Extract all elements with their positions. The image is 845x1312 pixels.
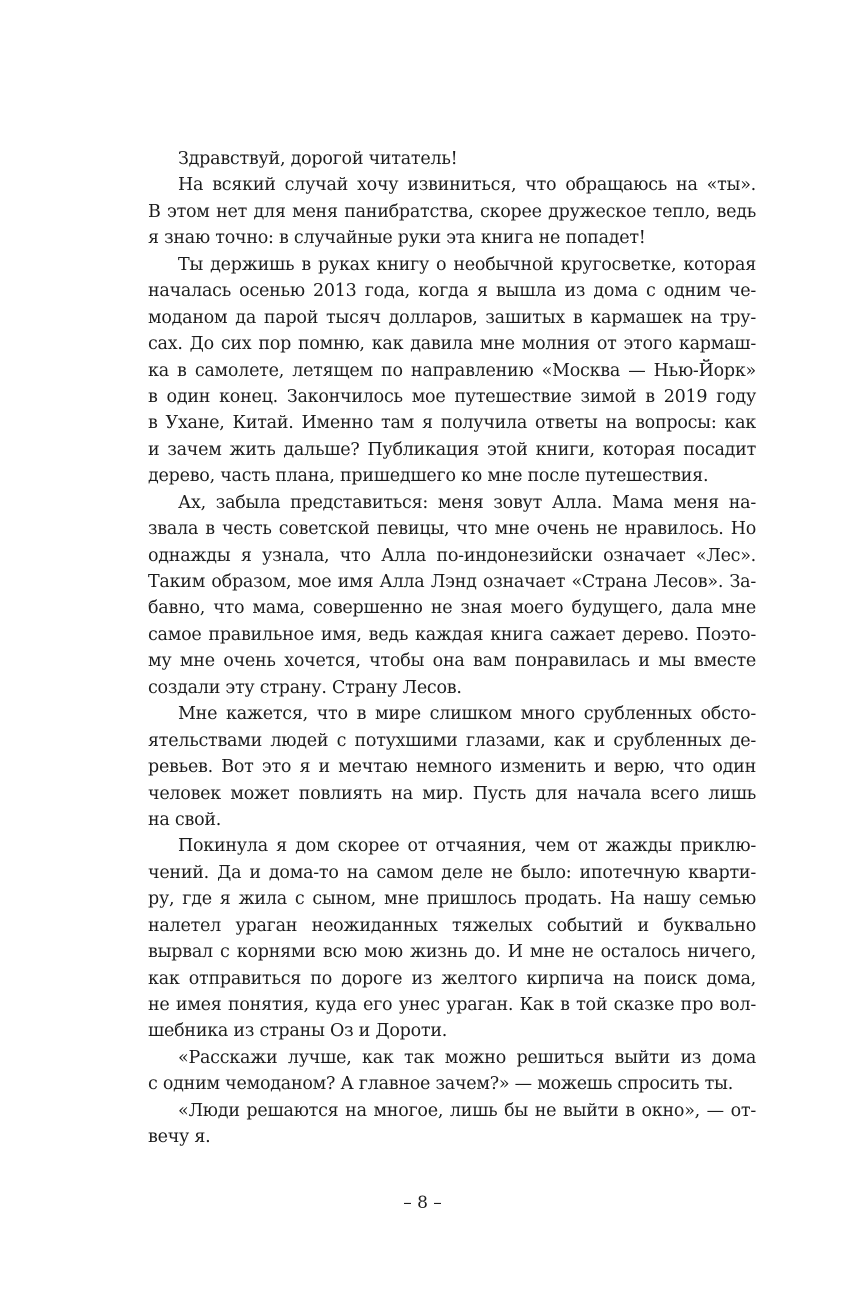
text-line: не имея понятия, куда его унес ураган. Как в той сказке про вол- xyxy=(148,995,756,1015)
text-line: человек может повлиять на мир. Пусть для начала всего лишь xyxy=(148,783,756,804)
body-text xyxy=(148,146,756,1151)
text-line: налетел ураган неожиданных тяжелых событий и буквально xyxy=(148,915,756,936)
paragraph-world xyxy=(148,701,756,833)
text-line: создали эту страну. Страну Лесов. xyxy=(148,677,462,698)
paragraph-home xyxy=(148,833,756,1045)
paragraph-introduction xyxy=(148,490,756,702)
text-line: чений. Да и дома-то на самом деле не было: ипотечную кварти- xyxy=(148,862,756,883)
paragraph-answer xyxy=(148,1098,756,1151)
text-line: Покинула я дом скорее от отчаяния, чем от жажды приклю- xyxy=(178,836,756,857)
text-line: моданом да парой тысяч долларов, зашитых в кармашек на тру- xyxy=(148,307,756,328)
text-line: вырвал с корнями всю мою жизнь до. И мне не осталось ничего, xyxy=(148,942,756,963)
text-line: с одним чемоданом? А главное зачем?» — можешь спросить ты. xyxy=(148,1074,734,1095)
text-line: «Люди решаются на многое, лишь бы не выйти в окно», — от- xyxy=(178,1100,756,1121)
text-line: в Ухане, Китай. Именно там я получила ответы на вопросы: как xyxy=(148,413,756,434)
text-line: Ах, забыла представиться: меня зовут Алла. Мама меня на- xyxy=(178,492,756,513)
page-number: – 8 – xyxy=(403,1193,442,1213)
text-line: самое правильное имя, ведь каждая книга сажает дерево. Поэто- xyxy=(148,624,756,645)
text-line: В этом нет для меня панибратства, скорее дружеское тепло, ведь xyxy=(148,201,756,222)
paragraph-apology xyxy=(148,172,756,251)
text-line: Мне кажется, что в мире слишком много срубленных обсто- xyxy=(178,704,756,725)
text-line: на свой. xyxy=(148,809,222,830)
text-line: Здравствуй, дорогой читатель! xyxy=(178,149,458,169)
text-line: ру, где я жила с сыном, мне пришлось продать. На нашу семью xyxy=(148,889,756,910)
text-line: однажды я узнала, что Алла по-индонезийски означает «Лес». xyxy=(148,545,756,566)
text-line: как отправиться по дороге из желтого кирпича на поиск дома, xyxy=(148,968,756,989)
text-line: шебника из страны Оз и Дороти. xyxy=(148,1021,448,1042)
text-line: Ты держишь в руках книгу о необычной кругосветке, которая xyxy=(178,254,756,275)
text-line: я знаю точно: в случайные руки эта книга не попадет! xyxy=(148,228,646,249)
text-line: сах. До сих пор помню, как давила мне молния от этого кармаш- xyxy=(148,334,756,355)
text-line: звала в честь советской певицы, что мне очень не нравилось. Но xyxy=(148,519,756,540)
text-line: бавно, что мама, совершенно не зная моего будущего, дала мне xyxy=(148,598,756,619)
text-line: началась осенью 2013 года, когда я вышла из дома с одним че- xyxy=(148,281,756,302)
text-line: «Расскажи лучше, как так можно решиться выйти из дома xyxy=(178,1047,756,1068)
text-line: Таким образом, мое имя Алла Лэнд означает «Страна Лесов». За- xyxy=(148,572,756,592)
text-line: дерево, часть плана, пришедшего ко мне после путешествия. xyxy=(148,466,709,487)
text-line: ка в самолете, летящем по направлению «Москва — Нью-Йорк» xyxy=(148,360,756,381)
text-line: му мне очень хочется, чтобы она вам понравилась и мы вместе xyxy=(148,651,756,672)
text-line: На всякий случай хочу извиниться, что обращаюсь на «ты». xyxy=(178,175,756,196)
paragraph-greeting xyxy=(148,146,756,172)
text-line: вечу я. xyxy=(148,1127,211,1148)
text-line: ятельствами людей с потухшими глазами, как и срубленных де- xyxy=(148,730,756,751)
text-line: ревьев. Вот это я и мечтаю немного изменить и верю, что один xyxy=(148,757,756,778)
paragraph-journey xyxy=(148,252,756,490)
paragraph-question xyxy=(148,1045,756,1098)
text-line: в один конец. Закончилось мое путешествие зимой в 2019 году xyxy=(148,386,756,407)
text-line: и зачем жить дальше? Публикация этой книги, которая посадит xyxy=(148,439,756,460)
